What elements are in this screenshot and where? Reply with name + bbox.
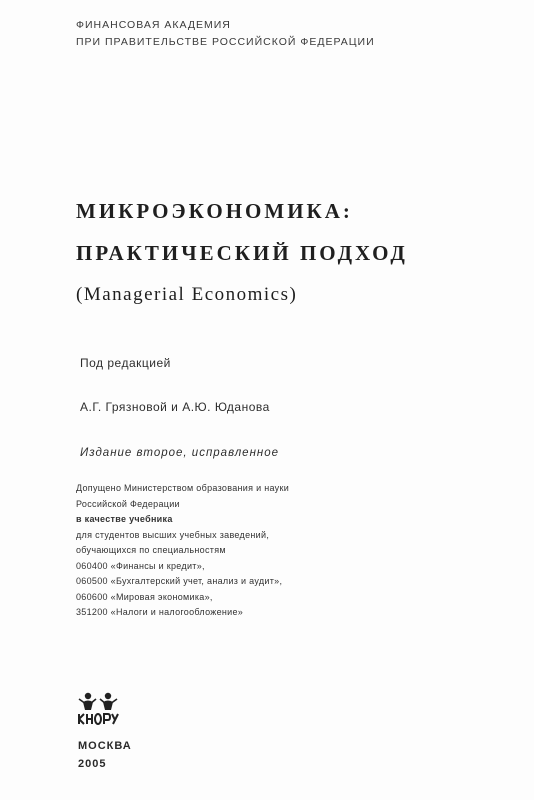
approval-line: Допущено Министерством образования и науки — [76, 483, 290, 493]
institution-line-2: ПРИ ПРАВИТЕЛЬСТВЕ РОССИЙСКОЙ ФЕДЕРАЦИИ — [76, 36, 375, 48]
title-line-3: (Managerial Economics) — [76, 284, 298, 305]
approval-line: 351200 «Налоги и налогообложение» — [76, 607, 244, 617]
institution-header — [76, 17, 375, 51]
title-line-2: ПРАКТИЧЕСКИЙ ПОДХОД — [76, 241, 408, 265]
approval-line: обучающихся по специальностям — [76, 545, 226, 555]
approval-block — [76, 481, 289, 621]
publication-city: МОСКВА — [78, 740, 132, 752]
approval-line: для студентов высших учебных заведений, — [76, 529, 270, 540]
institution-line-1: ФИНАНСОВАЯ АКАДЕМИЯ — [76, 19, 231, 31]
imprint — [78, 737, 132, 773]
approval-line: в качестве учебника — [76, 514, 173, 524]
approval-line: Российской Федерации — [76, 498, 180, 509]
title-line-1: МИКРОЭКОНОМИКА: — [76, 199, 353, 223]
book-title — [76, 190, 408, 312]
edited-by-label: Под редакцией — [80, 356, 171, 370]
publication-year: 2005 — [78, 758, 107, 770]
approval-line: 060500 «Бухгалтерский учет, анализ и аудит», — [76, 576, 283, 586]
approval-line: 060400 «Финансы и кредит», — [76, 560, 205, 571]
publisher-logo — [76, 690, 120, 726]
edition-note: Издание второе, исправленное — [80, 447, 280, 459]
approval-line: 060600 «Мировая экономика», — [76, 591, 213, 602]
editors-names: А.Г. Грязновой и А.Ю. Юданова — [80, 400, 270, 414]
